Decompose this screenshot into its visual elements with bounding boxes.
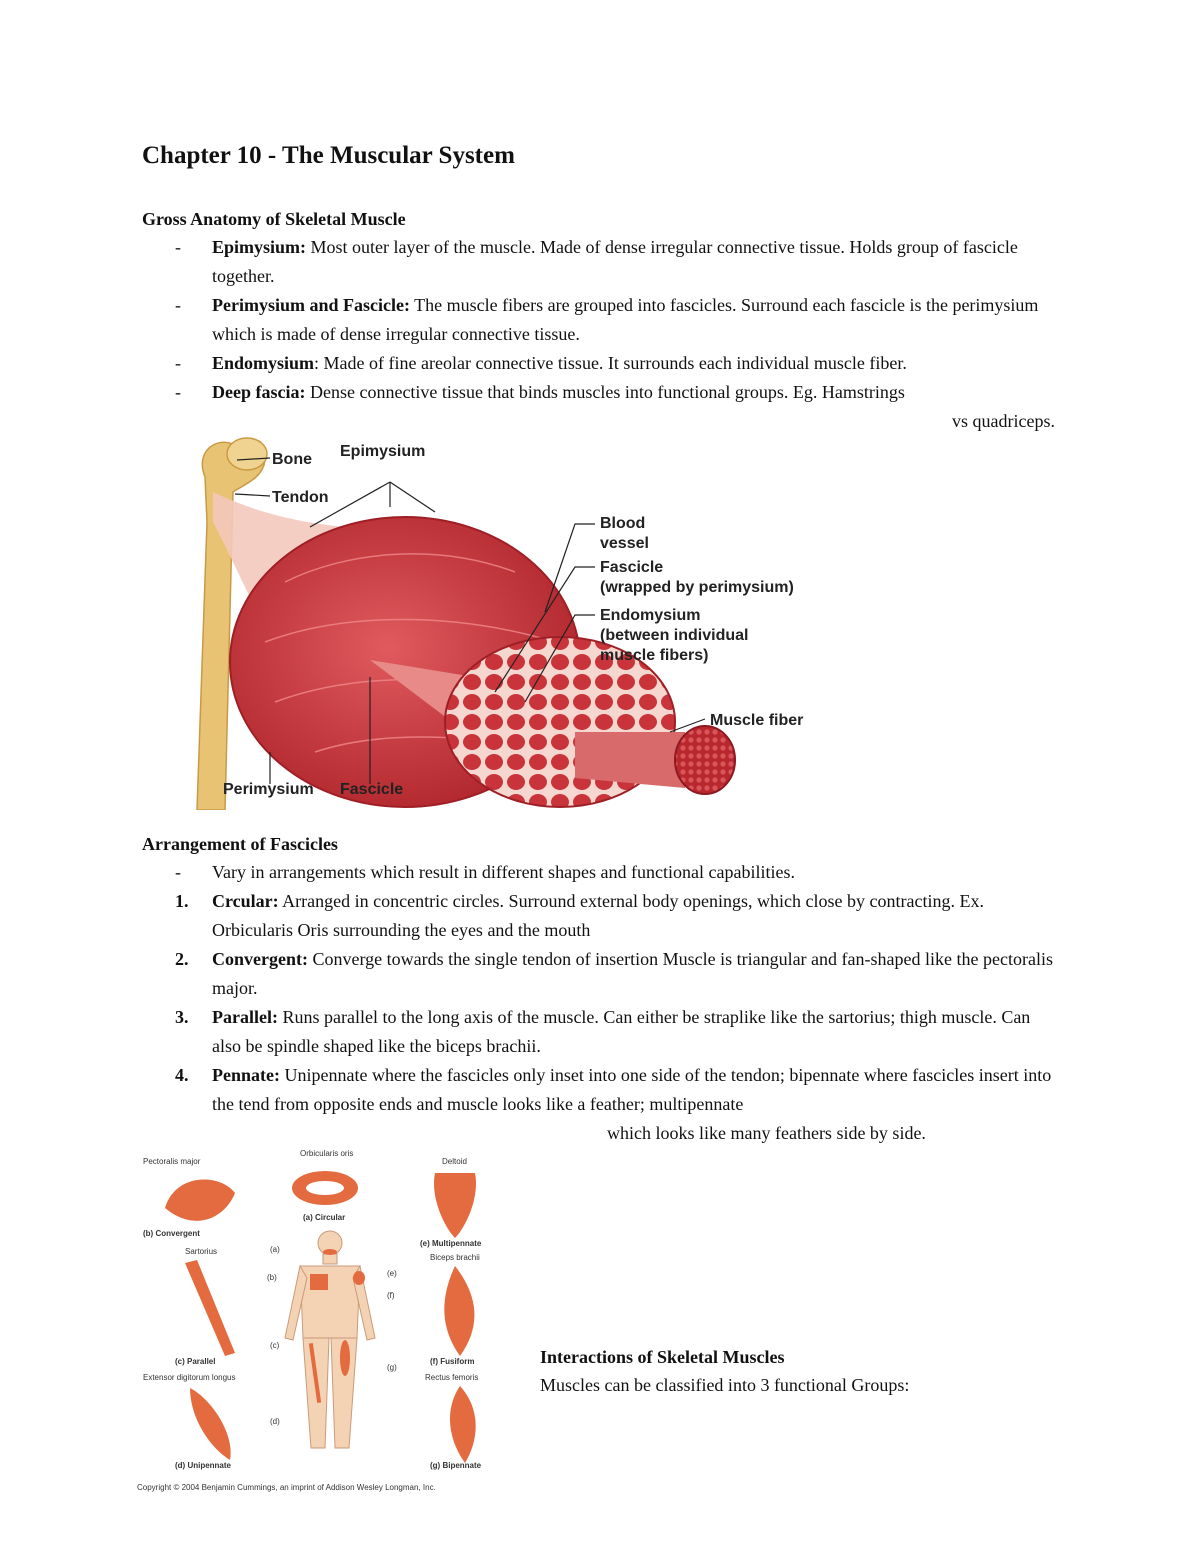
page-title: Chapter 10 - The Muscular System: [142, 142, 515, 169]
human-figure: [285, 1231, 375, 1448]
label-perimysium: Perimysium: [223, 781, 314, 798]
label-bipennate: (g) Bipennate: [430, 1461, 482, 1470]
multipennate-muscle: [434, 1173, 476, 1238]
copyright: Copyright © 2004 Benjamin Cummings, an imprint of Addison Wesley Longman, Inc.: [137, 1483, 436, 1492]
label-e: (e): [387, 1269, 397, 1278]
label-rectus: Rectus femoris: [425, 1373, 479, 1382]
label-circular: (a) Circular: [303, 1213, 346, 1222]
label-extensor: Extensor digitorum longus: [143, 1373, 236, 1382]
list-item: [175, 1003, 1055, 1061]
label-fascicle: Fascicle: [600, 559, 664, 576]
list-item: [175, 349, 1055, 378]
gross-anatomy-list: [175, 233, 1055, 436]
list-item: [175, 291, 1055, 349]
convergent-muscle: [165, 1179, 235, 1220]
label-blood-vessel-2: vessel: [600, 535, 649, 552]
interactions-heading: Interactions of Skeletal Muscles: [540, 1347, 785, 1367]
definition: The muscle fibers are grouped into fascicles. Surround each fascicle is the perimysium which is made of dense irregular connective tissue.: [212, 295, 1039, 344]
label-b: (b): [267, 1273, 277, 1282]
label-pectoralis: Pectoralis major: [143, 1157, 201, 1166]
label-unipennate: (d) Unipennate: [175, 1461, 231, 1470]
bipennate-muscle: [450, 1386, 476, 1463]
list-item: [175, 1061, 1055, 1148]
label-orbicularis: Orbicularis oris: [300, 1149, 354, 1158]
label-deltoid: Deltoid: [442, 1157, 467, 1166]
term: Deep fascia:: [212, 382, 306, 402]
definition: Runs parallel to the long axis of the muscle. Can either be straplike like the sartorius; thigh muscle. Can also be spindle shaped like the biceps brachii.: [212, 1007, 1031, 1056]
label-f: (f): [387, 1291, 395, 1300]
item-number: 4.: [175, 1065, 189, 1085]
term: Epimysium:: [212, 237, 307, 257]
gross-anatomy-heading: Gross Anatomy of Skeletal Muscle: [142, 209, 406, 229]
label-endomysium-2: (between individual: [600, 627, 749, 644]
definition: Arranged in concentric circles. Surround external body openings, which close by contracting. Ex. Orbicularis Oris surrounding the eyes and the mouth: [212, 891, 984, 940]
definition-tail: vs quadriceps.: [952, 411, 1055, 431]
parallel-muscle: [185, 1260, 235, 1356]
label-muscle-fiber: Muscle fiber: [710, 712, 804, 729]
item-number: 2.: [175, 949, 189, 969]
label-epimysium: Epimysium: [340, 443, 426, 460]
label-g: (g): [387, 1363, 397, 1372]
muscle-fiber-end: [675, 726, 735, 794]
term: Convergent:: [212, 949, 308, 969]
label-endomysium-3: muscle fibers): [600, 647, 709, 664]
label-bone: Bone: [272, 451, 312, 468]
label-endomysium: Endomysium: [600, 607, 701, 624]
label-tendon: Tendon: [272, 489, 329, 506]
muscle-anatomy-figure: [175, 432, 835, 810]
term: Crcular:: [212, 891, 279, 911]
list-item: [175, 378, 1055, 436]
label-d: (d): [270, 1417, 280, 1426]
definition-tail: which looks like many feathers side by side.: [607, 1123, 926, 1143]
label-multipennate: (e) Multipennate: [420, 1239, 482, 1248]
label-c: (c): [270, 1341, 280, 1350]
label-fusiform: (f) Fusiform: [430, 1357, 475, 1366]
term: Parallel:: [212, 1007, 278, 1027]
label-biceps: Biceps brachii: [430, 1253, 480, 1262]
arrangement-heading: Arrangement of Fascicles: [142, 834, 338, 854]
label-blood-vessel: Blood: [600, 515, 646, 532]
arrangement-list: [175, 887, 1055, 1148]
definition: : Made of fine areolar connective tissue. It surrounds each individual muscle fiber.: [314, 353, 907, 373]
list-item: [175, 233, 1055, 291]
label-parallel: (c) Parallel: [175, 1357, 216, 1366]
term: Perimysium and Fascicle:: [212, 295, 410, 315]
list-item: [175, 887, 1055, 945]
arrangement-intro-list: [175, 858, 1055, 887]
definition: Converge towards the single tendon of insertion Muscle is triangular and fan-shaped like the pectoralis major.: [212, 949, 1053, 998]
item-number: 3.: [175, 1007, 189, 1027]
term: Pennate:: [212, 1065, 280, 1085]
term: Endomysium: [212, 353, 315, 373]
list-item: [175, 945, 1055, 1003]
unipennate-muscle: [190, 1388, 231, 1460]
label-fascicle-2: (wrapped by perimysium): [600, 579, 794, 596]
label-sartorius: Sartorius: [185, 1247, 218, 1256]
label-convergent: (b) Convergent: [143, 1229, 200, 1238]
label-fascicle-bottom: Fascicle: [340, 781, 404, 798]
list-item: - Vary in arrangements which result in different shapes and functional capabilities.: [175, 858, 1055, 887]
fascicle-arrangement-figure: [135, 1148, 515, 1496]
definition: Unipennate where the fascicles only inset into one side of the tendon; bipennate where fascicles insert into the tend from opposite ends and muscle looks like a feather; multipennate: [212, 1065, 1052, 1114]
item-number: 1.: [175, 891, 189, 911]
label-a: (a): [270, 1245, 280, 1254]
interactions-text: Muscles can be classified into 3 functional Groups:: [540, 1375, 910, 1395]
definition: Most outer layer of the muscle. Made of dense irregular connective tissue. Holds group of fascicle together.: [212, 237, 1018, 286]
fusiform-muscle: [444, 1266, 474, 1356]
definition: Dense connective tissue that binds muscles into functional groups. Eg. Hamstrings: [305, 382, 905, 402]
